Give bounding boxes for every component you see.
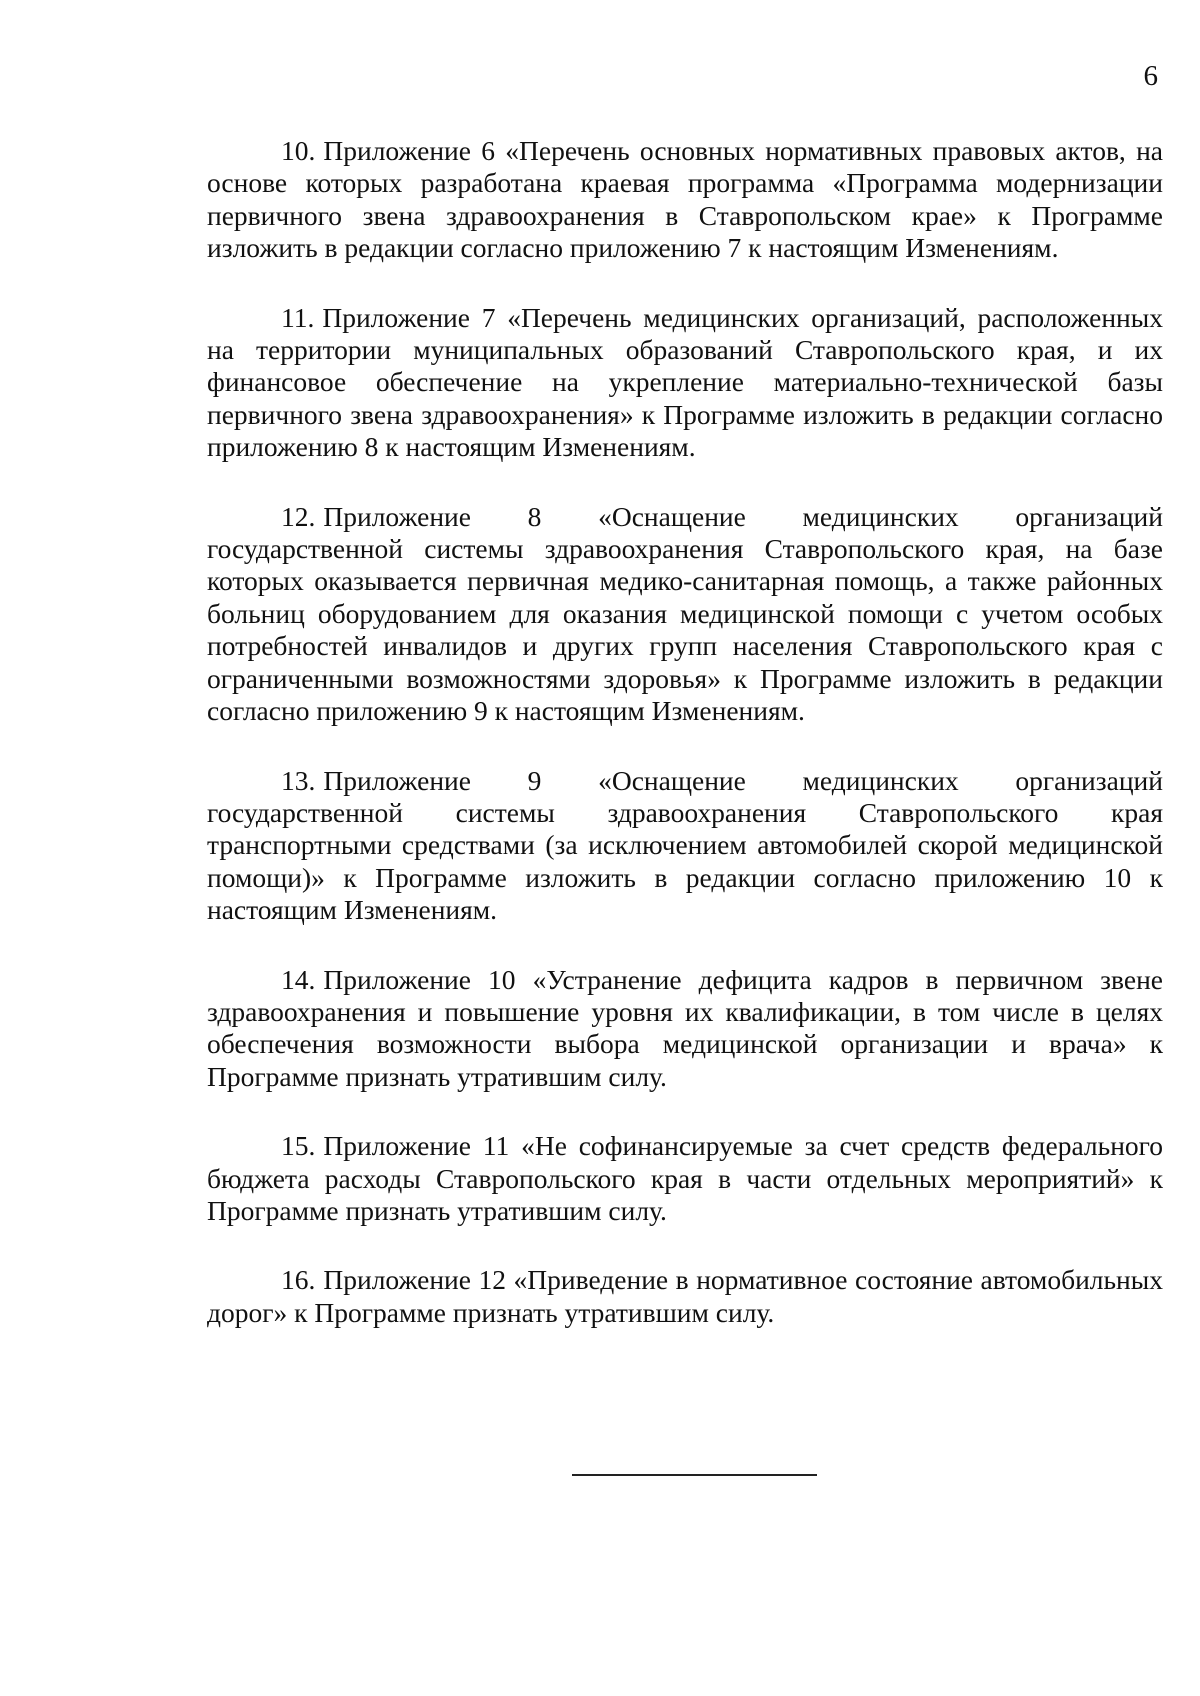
item-text: Приложение 7 «Перечень медицинских организаций, расположенных на территории муниципальных образований Ставропольского края, и их финансовое обеспечение на укрепление материально-технической базы первичного звена здравоохранения» к Программе изложить в редакции согласно приложению 8 к настоящим Изменениям.: [207, 301, 1163, 463]
list-item: [207, 1130, 1163, 1227]
item-number: 11.: [281, 301, 315, 333]
list-item: [207, 501, 1163, 728]
list-item: [207, 302, 1163, 464]
list-item: [207, 1264, 1163, 1329]
item-text: Приложение 8 «Оснащение медицинских организаций государственной системы здравоохранения Ставропольского края, на базе которых оказывается первичная медико-санитарная помощь, а также районных больниц оборудованием для оказания медицинской помощи с учетом особых потребностей инвалидов и других групп населения Ставропольского края с ограниченными возможностями здоровья» к Программе изложить в редакции согласно приложению 9 к настоящим Изменениям.: [207, 500, 1163, 727]
item-number: 13.: [281, 764, 316, 796]
end-divider-line: [572, 1474, 817, 1476]
item-text: Приложение 12 «Приведение в нормативное состояние автомобильных дорог» к Программе признать утратившим силу.: [207, 1264, 1163, 1328]
item-text: Приложение 9 «Оснащение медицинских организаций государственной системы здравоохранения Ставропольского края транспортными средствами (за исключением автомобилей скорой медицинской помощи)» к Программе изложить в редакции согласно приложению 10 к настоящим Изменениям.: [207, 764, 1163, 926]
item-text: Приложение 6 «Перечень основных нормативных правовых актов, на основе которых разработана краевая программа «Программа модернизации первичного звена здравоохранения в Ставропольском крае» к Программе изложить в редакции согласно приложению 7 к настоящим Изменениям.: [207, 135, 1163, 264]
item-number: 16.: [281, 1264, 316, 1296]
list-item: [207, 135, 1163, 265]
item-number: 10.: [281, 135, 316, 166]
document-body: [207, 135, 1163, 1366]
list-item: [207, 765, 1163, 927]
item-number: 14.: [281, 963, 316, 995]
item-text: Приложение 11 «Не софинансируемые за счет средств федерального бюджета расходы Ставропольского края в части отдельных мероприятий» к Программе признать утратившим силу.: [207, 1130, 1163, 1226]
item-text: Приложение 10 «Устранение дефицита кадров в первичном звене здравоохранения и повышение уровня их квалификации, в том числе в целях обеспечения возможности выбора медицинской организации и врача» к Программе признать утратившим силу.: [207, 963, 1163, 1092]
item-number: 15.: [281, 1130, 316, 1162]
list-item: [207, 964, 1163, 1094]
page-number: 6: [1143, 60, 1158, 92]
item-number: 12.: [281, 500, 316, 532]
